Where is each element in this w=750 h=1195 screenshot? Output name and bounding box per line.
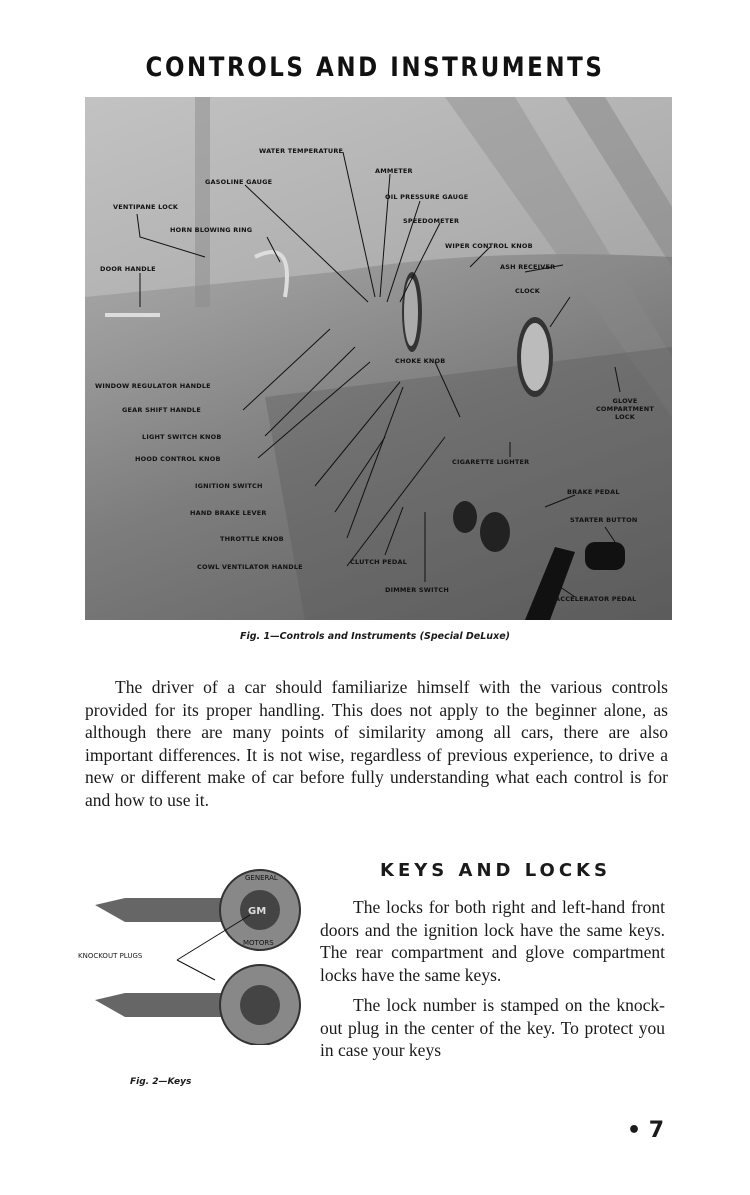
label-brake-pedal: BRAKE PEDAL: [567, 488, 620, 496]
label-throttle-knob: THROTTLE KNOB: [220, 535, 284, 543]
paragraph: The locks for both right and left-hand front doors and the ignition lock have the same keys. The rear compartment and glove compartment locks have the same keys.: [320, 897, 665, 985]
figure-2-caption: Fig. 2—Keys: [130, 1077, 192, 1087]
label-hood-control-knob: HOOD CONTROL KNOB: [135, 455, 221, 463]
dashboard-illustration: [85, 97, 672, 620]
paragraph: The lock number is stamped on the knock-out plug in the center of the key. To protect you in case your keys: [320, 995, 665, 1060]
label-door-handle: DOOR HANDLE: [100, 265, 156, 273]
label-ammeter: AMMETER: [375, 167, 413, 175]
page-number: • 7: [626, 1118, 664, 1143]
label-ventipane-lock: VENTIPANE LOCK: [113, 203, 179, 211]
controls-photo: [85, 97, 672, 620]
label-water-temperature: WATER TEMPERATURE: [259, 147, 344, 155]
label-clutch-pedal: CLUTCH PEDAL: [350, 558, 408, 566]
section-heading: KEYS AND LOCKS: [380, 860, 611, 881]
label-accelerator-pedal: ACCELERATOR PEDAL: [555, 595, 637, 603]
figure-1-caption: Fig. 1—Controls and Instruments (Special DeLuxe): [240, 631, 510, 642]
label-window-regulator-handle: WINDOW REGULATOR HANDLE: [95, 382, 211, 390]
label-light-switch-knob: LIGHT SWITCH KNOB: [142, 433, 222, 441]
key-logo-text: GM: [248, 906, 267, 917]
label-dimmer-switch: DIMMER SWITCH: [385, 586, 449, 594]
label-clock: CLOCK: [515, 287, 541, 295]
key-brand-text: GENERAL: [245, 874, 278, 882]
label-hand-brake-lever: HAND BRAKE LEVER: [190, 509, 267, 517]
intro-paragraph: The driver of a car should familiarize himself with the various controls provided for its proper handling. This does not apply to the beginner alone, as although there are many points of similarity among all cars, there are also important differences. It is not wise, regardless of previous experience, to drive a new or different make of car before fully understanding what each control is for and how to use it.: [85, 677, 668, 810]
label-horn-blowing-ring: HORN BLOWING RING: [170, 226, 253, 234]
keys-locks-text: [320, 896, 665, 1062]
label-cowl-ventilator-handle: COWL VENTILATOR HANDLE: [197, 563, 303, 571]
label-ash-receiver: ASH RECEIVER: [500, 263, 556, 271]
knockout-plugs-label: KNOCKOUT PLUGS: [78, 952, 143, 960]
label-ignition-switch: IGNITION SWITCH: [195, 482, 263, 490]
label-wiper-control-knob: WIPER CONTROL KNOB: [445, 242, 533, 250]
label-speedometer: SPEEDOMETER: [403, 217, 460, 225]
label-gear-shift-handle: GEAR SHIFT HANDLE: [122, 406, 202, 414]
key-motors-text: MOTORS: [243, 939, 274, 947]
label-oil-pressure-gauge: OIL PRESSURE GAUGE: [385, 193, 469, 201]
label-starter-button: STARTER BUTTON: [570, 516, 638, 524]
label-cigarette-lighter: CIGARETTE LIGHTER: [452, 458, 530, 466]
label-gasoline-gauge: GASOLINE GAUGE: [205, 178, 273, 186]
page-title: CONTROLS AND INSTRUMENTS: [145, 52, 605, 83]
label-glove-compartment-lock: GLOVE COMPARTMENT LOCK: [595, 397, 655, 421]
label-choke-knob: CHOKE KNOB: [395, 357, 446, 365]
